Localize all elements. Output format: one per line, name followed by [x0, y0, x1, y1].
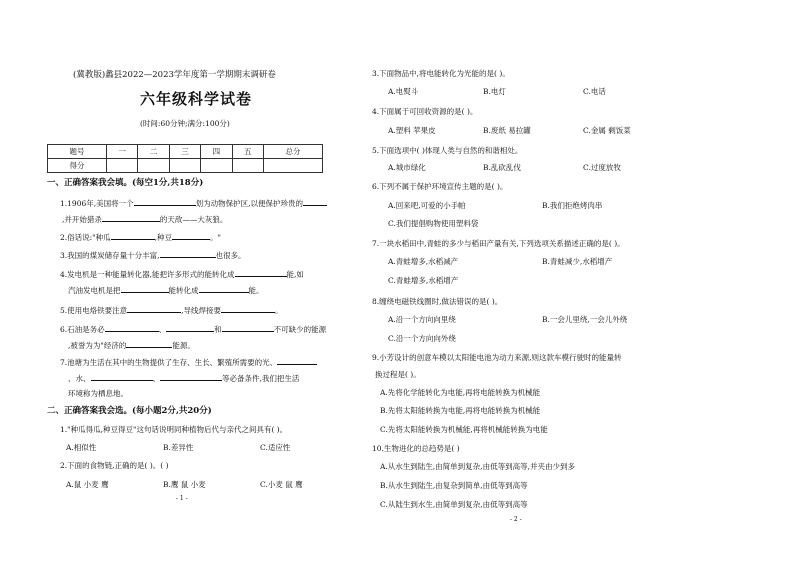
mc-option[interactable]: B.从水生到陆生,由复杂到简单,由低等到高等 [380, 481, 528, 490]
answer-blank[interactable] [126, 339, 172, 348]
score-input-cell[interactable] [107, 159, 138, 173]
mc-option[interactable]: B.鹰 鼠 小麦 [163, 480, 206, 489]
mc-question-5: 5.下面选项中( )体现人类与自然的和谐相处。 [372, 146, 523, 155]
mc-option[interactable]: B.一会儿里绕,一会儿外绕 [542, 315, 628, 324]
question-5: 5.使用电烙铁要注意 ,导线焊接要 。 [60, 306, 283, 315]
answer-blank[interactable] [160, 372, 222, 381]
answer-blank[interactable] [172, 231, 210, 240]
page-number: - 1 - [176, 495, 188, 502]
answer-blank[interactable] [160, 249, 216, 258]
question-4-cont: 汽油发电机是把 能转化成 能。 [68, 286, 264, 295]
exam-meta: (时间:60分钟;满分:100分) [140, 119, 230, 128]
mc-option[interactable]: C.电话 [583, 87, 606, 96]
section-heading: 二、正确答案我会选。(每小题2分,共20分) [47, 406, 212, 416]
mc-question-6: 6.下列不属于保护环境宣传主题的是( )。 [372, 182, 508, 191]
mc-option[interactable]: B.电灯 [483, 87, 506, 96]
mc-question-7: 7.一块水稻田中,青蛙的多少与稻田产量有关,下列选项关系描述正确的是( )。 [372, 239, 625, 248]
mc-option[interactable]: A.回来吧,可爱的小手帕 [388, 201, 466, 210]
question-7-cont: 、水、 、 等必备条件,我们把生活 [68, 374, 300, 383]
mc-option[interactable]: A.塑料 苹果皮 [388, 126, 436, 135]
mc-question-9: 9.小芳设计的创意车模以太阳能电池为动力来源,则这款车模行驶时的能量转 [372, 353, 622, 362]
answer-blank[interactable] [222, 323, 274, 332]
score-cell: 五 [232, 145, 263, 159]
answer-blank[interactable] [127, 304, 181, 313]
mc-option[interactable]: B.废纸 易拉罐 [483, 126, 531, 135]
mc-question-3: 3.下面物品中,将电能转化为光能的是( )。 [372, 69, 510, 78]
page-title: 六年级科学试卷 [140, 90, 253, 108]
question-1-cont: ,并开始猎杀 的天敌——大灰狼。 [62, 215, 228, 224]
answer-blank[interactable] [91, 372, 153, 381]
score-input-cell[interactable] [232, 159, 263, 173]
mc-option[interactable]: B.乱砍乱伐 [483, 163, 521, 172]
score-cell: 四 [201, 145, 232, 159]
exam-header-line: (冀教版)蠡县2022—2023学年度第一学期期末调研卷 [73, 70, 276, 80]
answer-blank[interactable] [111, 231, 155, 240]
section-heading: 一、正确答案我会填。(每空1分,共18分) [47, 178, 204, 188]
score-cell: 一 [107, 145, 138, 159]
answer-blank[interactable] [221, 304, 275, 313]
mc-question-9-cont: 换过程是( )。 [375, 370, 421, 379]
mc-option[interactable]: A.鼠 小麦 鹰 [66, 480, 109, 489]
mc-question-1: 1."种瓜得瓜,种豆得豆"这句话说明同种植物后代与亲代之间具有( )。 [60, 425, 288, 434]
score-table-header-row [48, 145, 323, 159]
score-cell: 总分 [263, 145, 322, 159]
mc-option[interactable]: B.先将太阳能转换为电能,再将电能转换为机械能 [380, 406, 541, 415]
answer-blank[interactable] [166, 323, 214, 332]
answer-blank[interactable] [121, 284, 169, 293]
mc-option[interactable]: C.金属 剩饭菜 [583, 126, 631, 135]
mc-option[interactable]: A.先将化学能转化为电能,再将电能转换为机械能 [380, 388, 541, 397]
mc-option[interactable]: C.青蛙增多,水稻增产 [388, 276, 459, 285]
mc-option[interactable]: A.从水生到陆生,由简单到复杂,由低等到高等,并夹由少到多 [380, 462, 575, 471]
mc-option[interactable]: B.差异性 [163, 443, 194, 452]
question-2: 2.俗话说:"种瓜 ,种豆 。" [60, 233, 221, 242]
question-4: 4.发电机是一种能量转化器,能把许多形式的能转化成 能,如 [60, 270, 304, 279]
mc-option[interactable]: A.相似性 [66, 443, 97, 452]
page-number: - 2 - [510, 516, 522, 523]
question-3: 3.我国的煤炭储存量十分丰富, 也很多。 [60, 251, 246, 260]
answer-blank[interactable] [105, 323, 159, 332]
score-cell: 题号 [48, 145, 107, 159]
mc-option[interactable]: B.我们拒绝烤肉串 [542, 201, 603, 210]
question-1: 1.1906年,美国将一个 划为动物保护区,以便保护珍贵的 [60, 197, 327, 209]
mc-option[interactable]: C.从陆生到水生,由简单到复杂,由低等到高等 [380, 500, 528, 509]
score-table-score-row [48, 159, 323, 173]
mc-option[interactable]: A.电熨斗 [388, 87, 419, 96]
score-input-cell[interactable] [169, 159, 200, 173]
mc-option[interactable]: C.沿一个方向向外绕 [388, 334, 456, 343]
mc-question-10: 10.生物进化的总趋势是( ) [372, 444, 460, 453]
mc-option[interactable]: B.青蛙减少,水稻增产 [542, 257, 613, 266]
mc-option[interactable]: C.适应性 [260, 443, 291, 452]
mc-question-4: 4.下面属于可回收资源的是( )。 [372, 107, 478, 116]
score-cell: 三 [169, 145, 200, 159]
score-input-cell[interactable] [201, 159, 232, 173]
mc-option[interactable]: C.先将太阳能转换为机械能,再将机械能转换为电能 [380, 425, 548, 434]
answer-blank[interactable] [277, 356, 317, 365]
mc-option[interactable]: A.青蛙增多,水稻减产 [388, 257, 459, 266]
mc-question-2: 2.下面的食物链,正确的是( )。( ) [60, 461, 169, 470]
question-6-cont: ,被誉为为"经济的 能源。 [68, 341, 195, 350]
mc-option[interactable]: A.城市绿化 [388, 163, 426, 172]
answer-blank[interactable] [303, 197, 327, 206]
mc-option[interactable]: C.我们提倡购物使用塑料袋 [388, 219, 479, 228]
mc-option[interactable]: A.沿一个方向向里绕 [388, 315, 456, 324]
question-7: 7.池塘为生活在其中的生物提供了生存、生长、繁殖所需要的光、 [60, 356, 317, 368]
answer-blank[interactable] [102, 213, 160, 222]
score-input-cell[interactable] [138, 159, 169, 173]
answer-blank[interactable] [235, 268, 287, 277]
score-input-cell[interactable] [263, 159, 322, 173]
mc-question-8: 8.缠绕电磁铁线圈时,做法错误的是( )。 [372, 297, 503, 306]
mc-option[interactable]: C.小麦 鼠 鹰 [260, 480, 303, 489]
answer-blank[interactable] [134, 197, 196, 206]
score-table [47, 144, 323, 173]
score-cell: 得分 [48, 159, 107, 173]
answer-blank[interactable] [199, 284, 249, 293]
mc-option[interactable]: C.过度放牧 [583, 163, 621, 172]
question-6: 6.石油是务必 、 和 不可缺少的能源 [60, 325, 327, 334]
score-cell: 二 [138, 145, 169, 159]
question-7-cont2: 环境称为栖息地。 [68, 389, 128, 398]
